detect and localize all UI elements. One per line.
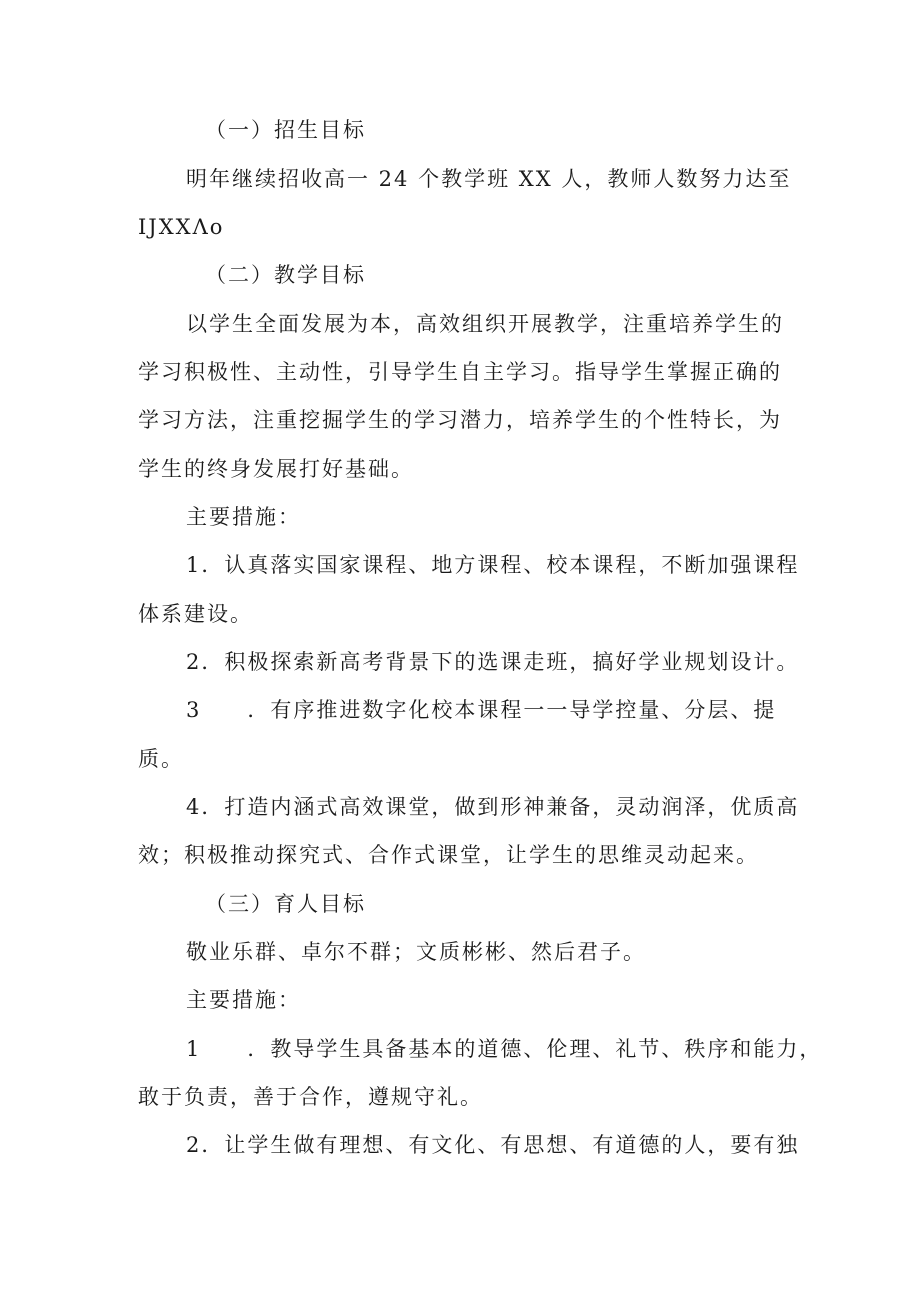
paragraph-line: 学习积极性、主动性，引导学生自主学习。指导学生掌握正确的 <box>138 360 782 384</box>
section-heading-education: （三）育人目标 <box>205 892 366 916</box>
measures-label: 主要措施： <box>186 505 301 529</box>
paragraph-line: IJXXΛo <box>138 215 225 239</box>
list-item-continuation: 效；积极推动探究式、合作式课堂，让学生的思维灵动起来。 <box>138 843 759 867</box>
list-item: 2．积极探索新高考背景下的选课走班，搞好学业规划设计。 <box>186 650 800 674</box>
list-item: 2．让学生做有理想、有文化、有思想、有道德的人，要有独 <box>186 1133 800 1157</box>
list-item-continuation: 体系建设。 <box>138 602 253 626</box>
paragraph-line: 敬业乐群、卓尔不群；文质彬彬、然后君子。 <box>186 940 646 964</box>
list-item: 1 ．教导学生具备基本的道德、伦理、礼节、秩序和能力， <box>186 1037 823 1061</box>
paragraph-line: 学习方法，注重挖掘学生的学习潜力，培养学生的个性特长，为 <box>138 408 782 432</box>
list-item-continuation: 敢于负责，善于合作，遵规守礼。 <box>138 1085 483 1109</box>
list-item-continuation: 质。 <box>138 747 184 771</box>
measures-label: 主要措施： <box>186 988 301 1012</box>
paragraph-line: 以学生全面发展为本，高效组织开展教学，注重培养学生的 <box>186 312 784 336</box>
paragraph-line: 学生的终身发展打好基础。 <box>138 457 414 481</box>
paragraph-line: 明年继续招收高一 24 个教学班 XX 人，教师人数努力达至 <box>186 167 792 191</box>
section-heading-enrollment: （一）招生目标 <box>205 118 366 142</box>
list-item: 4．打造内涵式高效课堂，做到形神兼备，灵动润泽，优质高 <box>186 795 800 819</box>
list-item: 1．认真落实国家课程、地方课程、校本课程，不断加强课程 <box>186 553 800 577</box>
list-item: 3 ．有序推进数字化校本课程一一导学控量、分层、提 <box>186 698 777 722</box>
section-heading-teaching: （二）教学目标 <box>205 263 366 287</box>
